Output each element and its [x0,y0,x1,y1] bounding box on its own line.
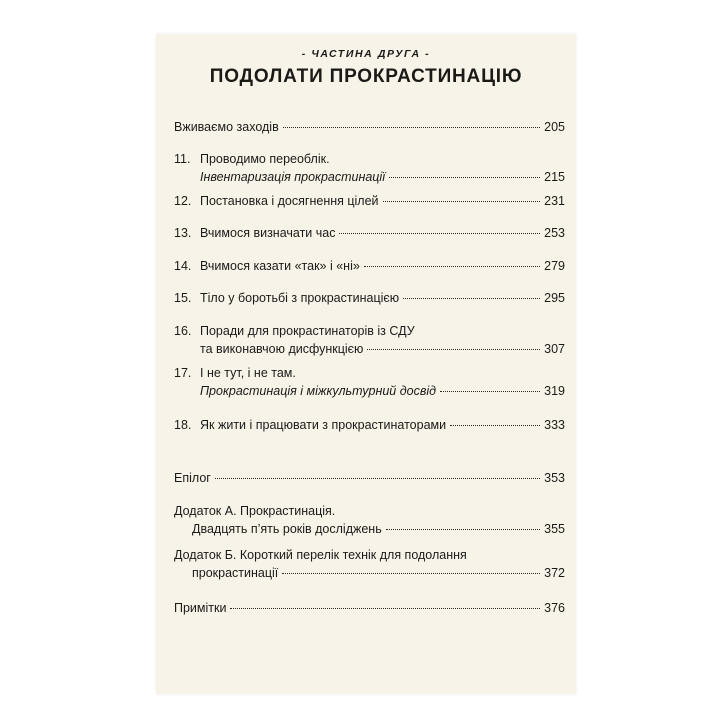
dot-leader [339,233,540,234]
entry-title: Вчимося казати «так» і «ні» [200,259,360,273]
part-title: ПОДОЛАТИ ПРОКРАСТИНАЦІЮ [209,66,523,87]
entry-title: Вчимося визначати час [200,226,336,240]
dot-leader [450,425,540,426]
chapter-number: 15. [174,291,192,305]
entry-title: Додаток А. Прокрастинація. [174,504,336,518]
toc-entry-appendix-a[interactable] [174,502,565,538]
dot-leader [230,608,540,609]
dot-leader [367,349,540,350]
entry-title: І не тут, і не там. [200,366,296,380]
chapter-number: 17. [174,366,192,380]
dot-leader [440,391,540,392]
entry-title-continued: та виконавчою дисфункцією [200,342,364,356]
toc-entry-notes[interactable] [174,599,565,617]
entry-title: Тіло у боротьбі з прокрастинацією [200,291,400,305]
part-label: - ЧАСТИНА ДРУГА - [301,48,431,60]
toc-entry-chapter-12[interactable] [174,192,565,210]
chapter-number: 11. [174,152,191,166]
toc-entry-epilogue[interactable] [174,469,565,487]
book-page [156,34,576,694]
page-number: 372 [544,566,565,580]
entry-title: Вживаємо заходів [174,120,279,134]
dot-leader [403,298,540,299]
dot-leader [364,266,540,267]
chapter-number: 14. [174,259,192,273]
toc-entry-chapter-16[interactable] [174,322,565,358]
entry-title: Поради для прокрастинаторів із СДУ [200,324,415,338]
dot-leader [215,478,540,479]
toc-entry-appendix-b[interactable] [174,546,565,582]
entry-subtitle: Прокрастинація і міжкультурний досвід [200,384,437,398]
dot-leader [383,201,541,202]
entry-title-continued: Двадцять п’ять років досліджень [192,522,382,536]
page-number: 353 [544,471,565,485]
toc-entry-chapter-15[interactable] [174,289,565,307]
entry-title: Примітки [174,601,227,615]
page-number: 295 [544,291,565,305]
toc-entry-chapter-14[interactable] [174,257,565,275]
page-number: 319 [544,384,565,398]
entry-title: Додаток Б. Короткий перелік технік для подолання [174,548,467,562]
page-number: 355 [544,522,565,536]
chapter-number: 13. [174,226,192,240]
toc-entry-chapter-17[interactable] [174,364,565,400]
entry-title: Епілог [174,471,211,485]
dot-leader [282,573,540,574]
entry-title: Постановка і досягнення цілей [200,194,379,208]
entry-title-continued: прокрастинації [192,566,279,580]
page-number: 253 [544,226,565,240]
entry-title: Проводимо переоблік. [200,152,330,166]
entry-subtitle: Інвентаризація прокрастинації [200,170,385,184]
dot-leader [389,177,540,178]
toc-entry-chapter-18[interactable] [174,416,565,434]
chapter-number: 16. [174,324,192,338]
page-number: 215 [544,170,565,184]
page-number: 279 [544,259,565,273]
dot-leader [283,127,540,128]
toc-entry-chapter-13[interactable] [174,224,565,242]
chapter-number: 18. [174,418,192,432]
page-number: 205 [544,120,565,134]
toc-entry-chapter-11[interactable] [174,150,565,186]
page-number: 307 [544,342,565,356]
dot-leader [386,529,540,530]
entry-title: Як жити і працювати з прокрастинаторами [200,418,447,432]
page-number: 333 [544,418,565,432]
page-number: 231 [544,194,565,208]
toc-entry-taking-action[interactable] [174,118,565,136]
page-number: 376 [544,601,565,615]
chapter-number: 12. [174,194,192,208]
part-header [156,48,576,88]
